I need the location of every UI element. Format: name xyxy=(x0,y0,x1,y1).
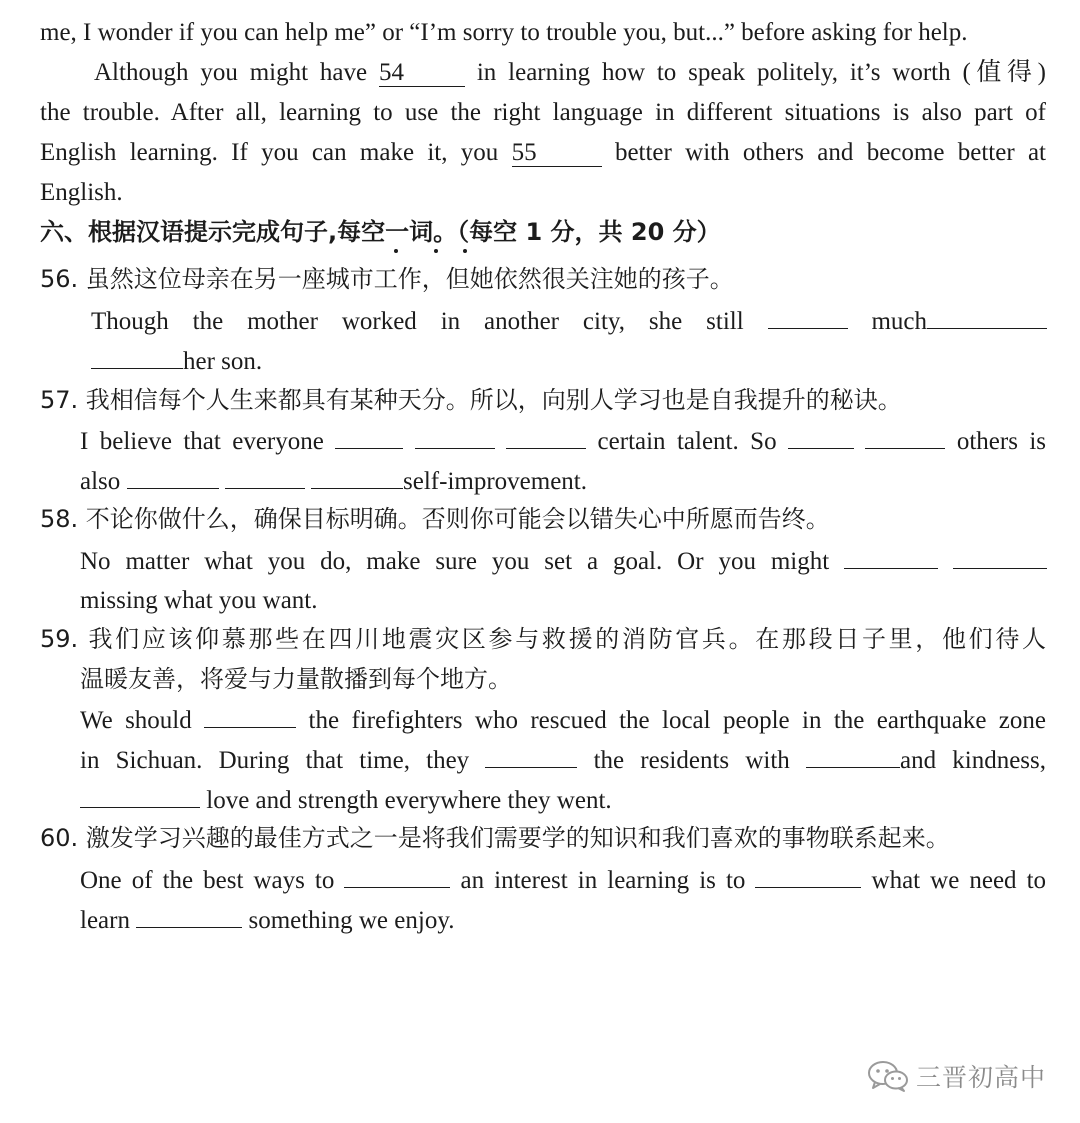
question-57-prompt: 57. 我相信每个人生来都具有某种天分。所以，向别人学习也是自我提升的秘诀。 xyxy=(40,386,902,414)
question-60-line-2 xyxy=(80,900,454,940)
answer-blank[interactable] xyxy=(953,541,1047,569)
question-56-text: much xyxy=(871,308,928,335)
question-58-text: No matter what you do, make sure you set a goal. Or you might xyxy=(80,548,830,575)
answer-blank[interactable] xyxy=(335,421,403,449)
watermark-text: 三晋初高中 xyxy=(916,1063,1047,1092)
section-heading: 六、根据汉语提示完成句子,每空一词。（每空 1 分，共 20 分） xyxy=(40,218,721,246)
question-60-prompt: 60. 激发学习兴趣的最佳方式之一是将我们需要学的知识和我们喜欢的事物联系起来。 xyxy=(40,824,950,852)
answer-blank[interactable] xyxy=(136,900,242,928)
answer-blank[interactable] xyxy=(344,860,450,888)
question-60-text: One of the best ways to xyxy=(80,867,335,894)
answer-blank[interactable] xyxy=(127,461,219,489)
question-57-text: also xyxy=(80,468,121,495)
question-59-text: the residents with xyxy=(593,747,790,774)
answer-blank[interactable] xyxy=(865,421,945,449)
answer-blank[interactable] xyxy=(755,860,861,888)
question-57-text: others is xyxy=(956,428,1047,455)
answer-blank[interactable] xyxy=(806,740,900,768)
question-58-line-1 xyxy=(80,541,1047,581)
answer-blank[interactable] xyxy=(415,421,495,449)
question-60-text: an interest in learning is to xyxy=(460,867,746,894)
answer-blank-55[interactable]: 55 xyxy=(512,139,602,167)
watermark xyxy=(866,1056,1046,1096)
question-56-line-2 xyxy=(91,341,262,381)
answer-blank[interactable] xyxy=(485,740,577,768)
passage-line-4 xyxy=(40,133,1046,173)
question-59-text: and kindness, xyxy=(899,747,1046,774)
passage-line-3: the trouble. After all, learning to use the right language in different situations is also part of xyxy=(40,99,1046,126)
answer-blank[interactable] xyxy=(927,301,1047,329)
question-56-text: Though the mother worked in another city, she still xyxy=(91,308,744,335)
question-57-line-1 xyxy=(80,421,1046,461)
question-57-text: I believe that everyone xyxy=(80,428,324,455)
question-56-line-1 xyxy=(91,301,1047,341)
answer-blank[interactable] xyxy=(80,780,200,808)
passage-line-2-end: in learning how to speak politely, it’s worth (值得) xyxy=(476,59,1047,86)
question-57-line-2 xyxy=(80,461,587,501)
question-60-text: learn xyxy=(80,907,130,934)
passage-line-4-end: better with others and become better at xyxy=(614,139,1047,166)
question-60-line-1 xyxy=(80,860,1046,900)
question-59-text: in Sichuan. During that time, they xyxy=(80,747,470,774)
wechat-icon xyxy=(866,1059,910,1093)
question-59-text: the firefighters who rescued the local people in the earthquake zone xyxy=(308,707,1047,734)
question-60-text: something we enjoy. xyxy=(248,907,455,934)
question-59-line-1 xyxy=(80,700,1046,740)
passage-line-5: English. xyxy=(40,179,123,206)
answer-blank[interactable] xyxy=(788,421,854,449)
answer-blank[interactable] xyxy=(844,541,938,569)
passage-line-4-start: English learning. If you can make it, you xyxy=(40,139,499,166)
answer-blank[interactable] xyxy=(225,461,305,489)
answer-blank[interactable] xyxy=(91,341,183,369)
question-60-text: what we need to xyxy=(871,867,1047,894)
question-59-text: love and strength everywhere they went. xyxy=(206,787,612,814)
passage-line-2-start: Although you might have xyxy=(94,59,368,86)
question-58-prompt: 58. 不论你做什么，确保目标明确。否则你可能会以错失心中所愿而告终。 xyxy=(40,505,830,533)
passage-line-2 xyxy=(94,53,1046,93)
answer-blank[interactable] xyxy=(768,301,848,329)
question-59-line-2 xyxy=(80,740,1046,780)
question-59-prompt-2: 温暖友善，将爱与力量散播到每个地方。 xyxy=(80,665,512,693)
question-56-prompt: 56. 虽然这位母亲在另一座城市工作，但她依然很关注她的孩子。 xyxy=(40,265,734,293)
question-56-text: her son. xyxy=(183,348,263,375)
question-59-text: We should xyxy=(80,707,192,734)
answer-blank-54[interactable]: 54 xyxy=(379,59,465,87)
answer-blank[interactable] xyxy=(311,461,403,489)
question-58-line-2: missing what you want. xyxy=(80,587,318,614)
question-57-text: self-improvement. xyxy=(403,468,588,495)
question-57-text: certain talent. So xyxy=(597,428,777,455)
passage-line-1: me, I wonder if you can help me” or “I’m sorry to trouble you, but...” before asking for help. xyxy=(40,19,968,46)
question-59-prompt-1: 59. 我们应该仰慕那些在四川地震灾区参与救援的消防官兵。在那段日子里，他们待人 xyxy=(40,625,1046,653)
answer-blank[interactable] xyxy=(506,421,586,449)
answer-blank[interactable] xyxy=(204,700,296,728)
question-59-line-3 xyxy=(80,780,612,820)
